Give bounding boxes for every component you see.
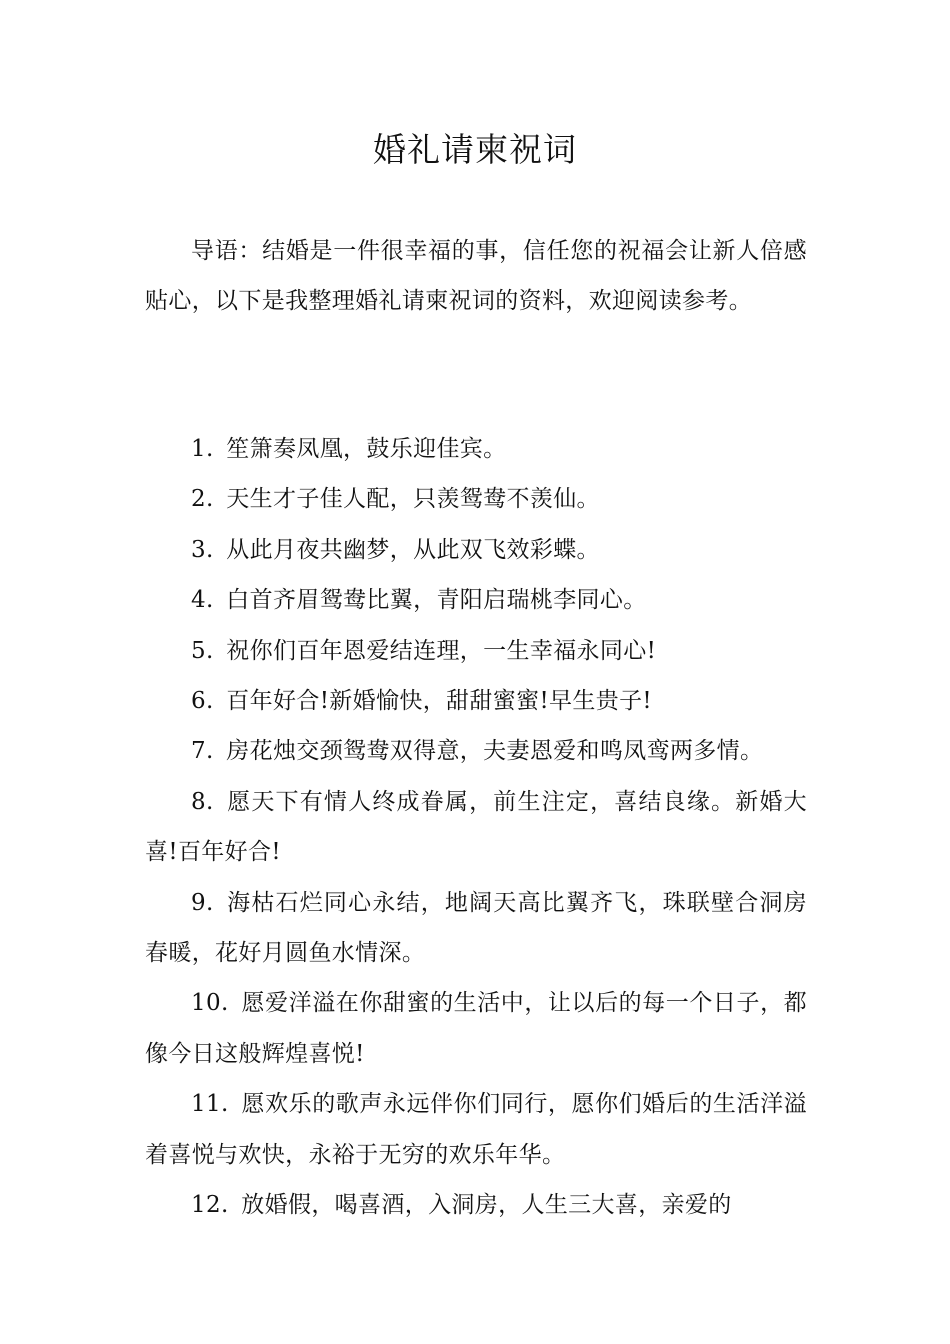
item-text: 祝你们百年恩爱结连理，一生幸福永同心! <box>226 637 657 664</box>
item-number: 8. <box>191 788 214 815</box>
list-item <box>145 575 807 625</box>
item-text: 愿天下有情人终成眷属，前生注定，喜结良缘。新婚大喜!百年好合! <box>145 788 807 866</box>
item-text: 从此月夜共幽梦，从此双飞效彩蝶。 <box>226 536 600 563</box>
item-text: 放婚假，喝喜酒，入洞房，人生三大喜，亲爱的 <box>241 1192 732 1219</box>
list-item <box>145 424 807 474</box>
list-item <box>145 878 807 979</box>
item-number: 9. <box>191 889 214 916</box>
list-item <box>145 626 807 676</box>
list-item <box>145 525 807 575</box>
blessing-list <box>145 424 807 1231</box>
list-item <box>145 474 807 524</box>
list-item <box>145 676 807 726</box>
item-text: 海枯石烂同心永结，地阔天高比翼齐飞，珠联壁合洞房春暖，花好月圆鱼水情深。 <box>145 889 807 967</box>
list-item <box>145 1079 807 1180</box>
item-text: 愿欢乐的歌声永远伴你们同行，愿你们婚后的生活洋溢着喜悦与欢快，永裕于无穷的欢乐年华。 <box>145 1091 807 1168</box>
item-text: 房花烛交颈鸳鸯双得意，夫妻恩爱和鸣凤鸾两多情。 <box>226 738 764 765</box>
item-number: 6. <box>191 688 214 715</box>
item-number: 5. <box>191 637 214 664</box>
list-item <box>145 777 807 878</box>
item-number: 4. <box>191 587 214 614</box>
list-item <box>145 1180 807 1230</box>
item-text: 愿爱洋溢在你甜蜜的生活中，让以后的每一个日子，都像今日这般辉煌喜悦! <box>145 990 807 1067</box>
list-item <box>145 726 807 776</box>
document-title: 婚礼请柬祝词 <box>373 130 577 169</box>
item-number: 12. <box>191 1192 229 1219</box>
item-number: 10. <box>191 990 229 1017</box>
item-number: 7. <box>191 738 214 765</box>
intro-paragraph: 导语：结婚是一件很幸福的事，信任您的祝福会让新人倍感贴心，以下是我整理婚礼请柬祝词的资料，欢迎阅读参考。 <box>145 238 807 315</box>
item-text: 百年好合!新婚愉快，甜甜蜜蜜!早生贵子! <box>226 688 653 715</box>
item-number: 1. <box>191 436 214 462</box>
document-body <box>145 226 807 1219</box>
item-number: 3. <box>191 536 214 563</box>
item-number: 11. <box>191 1091 229 1118</box>
item-number: 2. <box>191 486 214 513</box>
item-text: 笙箫奏凤凰，鼓乐迎佳宾。 <box>226 436 507 462</box>
item-text: 天生才子佳人配，只羡鸳鸯不羡仙。 <box>226 486 600 513</box>
item-text: 白首齐眉鸳鸯比翼，青阳启瑞桃李同心。 <box>226 587 647 614</box>
list-item <box>145 978 807 1079</box>
